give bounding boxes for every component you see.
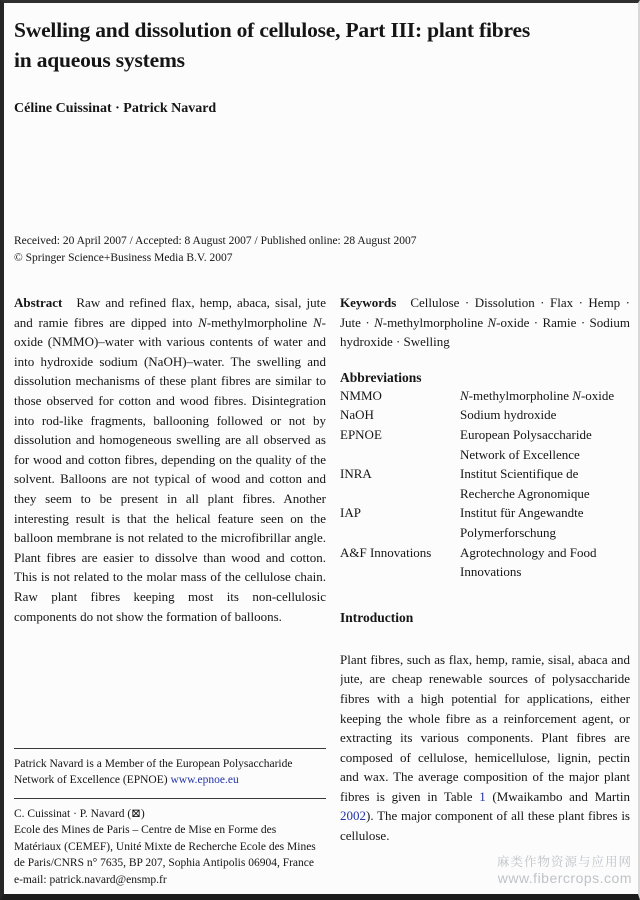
text-run: Cellulose · Dissolution · Flax · Hemp · Jute · bbox=[340, 295, 630, 330]
left-column bbox=[14, 293, 326, 893]
text-run: -oxide bbox=[580, 387, 615, 403]
abbreviation-term: IAP bbox=[340, 505, 361, 521]
abbreviation-definition bbox=[460, 425, 630, 464]
abbreviation-term: NMMO bbox=[340, 387, 382, 403]
abbreviation-definition bbox=[460, 386, 630, 406]
text-run: Raw and refined flax, hemp, abaca, sisal, jute and ramie fibres are dipped into bbox=[14, 295, 326, 330]
email-line: e-mail: patrick.navard@ensmp.fr bbox=[14, 873, 167, 886]
text-run: N bbox=[487, 314, 497, 330]
abstract-paragraph bbox=[14, 293, 326, 626]
abbreviation-term: EPNOE bbox=[340, 426, 382, 442]
text-run: N bbox=[198, 314, 207, 330]
watermark-line-cn: 麻类作物资源与应用网 bbox=[496, 855, 632, 869]
text-run: -methylmorpholine bbox=[206, 314, 313, 330]
text-run: Agrotechnology and Food Innovations bbox=[460, 544, 597, 580]
keywords-paragraph bbox=[340, 293, 630, 352]
abbreviation-term: INRA bbox=[340, 466, 372, 482]
inline-link[interactable]: 2002 bbox=[340, 808, 366, 824]
text-run: (Mwaikambo and Martin bbox=[485, 788, 630, 804]
page-title bbox=[14, 15, 630, 75]
abbreviations-heading: Abbreviations bbox=[340, 369, 422, 385]
footnote-divider bbox=[14, 798, 326, 799]
authors-line: Céline Cuissinat · Patrick Navard bbox=[14, 101, 217, 116]
abbreviation-definition bbox=[460, 405, 630, 425]
abbreviation-term: A&F Innovations bbox=[340, 544, 432, 560]
title-line-1: Swelling and dissolution of cellulose, Part III: plant fibres bbox=[14, 18, 531, 42]
text-run: Institut für Angewandte Polymerforschung bbox=[460, 505, 584, 540]
text-run: Abstract bbox=[14, 295, 63, 310]
text-run: N bbox=[312, 314, 322, 330]
footnote-block bbox=[14, 748, 326, 894]
text-run: ). The major component of all these plant fibres is cellulose. bbox=[340, 808, 630, 844]
text-run: Keywords bbox=[340, 295, 397, 310]
title-line-2: in aqueous systems bbox=[14, 48, 185, 72]
text-run: N bbox=[374, 314, 383, 330]
text-run: Plant fibres, such as flax, hemp, ramie, sisal, abaca and jute, are cheap renewable sources of polysaccharide fibres with a high potential for applications, either keeping the whole fibre as a reinforcement agent, or extracting its various components. Plant fibres are composed of cellulose, hemicellulose, lignin, pectin and wax. The average composition of the major plant fibres is given in Table bbox=[340, 651, 630, 804]
text-run: European Polysaccharide Network of Excellence bbox=[460, 426, 592, 462]
abbreviation-definition bbox=[460, 503, 630, 542]
two-column-body bbox=[14, 293, 630, 893]
right-column bbox=[340, 293, 630, 893]
text-run: Patrick Navard is a Member of the European Polysaccharide Network of Excellence (EPNOE) bbox=[14, 757, 293, 786]
inline-link[interactable]: www.epnoe.eu bbox=[170, 774, 239, 786]
introduction-paragraph bbox=[340, 650, 630, 846]
abbreviation-definition bbox=[460, 464, 630, 503]
author-address: Ecole des Mines de Paris – Centre de Mise en Forme des Matériaux (CEMEF), Unité Mixte de Recherche Ecole des Mines de Paris/CNRS n° 7635, BP 207, Sophia Antipolis 06904, France bbox=[14, 824, 316, 869]
text-run: Sodium hydroxide bbox=[460, 407, 557, 423]
abbreviation-row bbox=[340, 464, 630, 503]
abbreviation-term: NaOH bbox=[340, 407, 374, 423]
text-run: Institut Scientifique de Recherche Agronomique bbox=[460, 466, 590, 501]
abbreviation-row bbox=[340, 503, 630, 542]
text-run: N bbox=[460, 387, 469, 403]
abbreviation-definition bbox=[460, 543, 630, 582]
footnote-divider bbox=[14, 748, 326, 749]
text-run: -oxide (NMMO)–water with various contents of water and into hydroxide sodium (NaOH)–water. The swelling and dissolution mechanisms of these plant fibres are similar to those observed for cotton and wood fibres. Disintegration into rod-like fragments, ballooning followed or not by dissolution and homogeneous swelling are all observed as for wood and cotton fibres, depending on the quality of the solvent. Balloons are not typical of wood and cotton and they seem to be present in all plant fibres. Another interesting result is that the helical feature seen on the balloon membrane is not related to the microfibrillar angle. Plant fibres are easier to dissolve than wood and cotton. This is not related to the molar mass of the cellulose chain. Raw plant fibres keeping most its non-cellulosic components do not show the formation of balloons. bbox=[14, 314, 326, 624]
abbreviation-row bbox=[340, 543, 630, 582]
inline-link[interactable]: 1 bbox=[479, 788, 486, 804]
publication-history bbox=[14, 233, 630, 267]
abbreviation-row bbox=[340, 405, 630, 425]
introduction-heading: Introduction bbox=[340, 609, 414, 625]
text-run: -methylmorpholine bbox=[468, 387, 573, 403]
text-run: -oxide · Ramie · Sodium hydroxide · Swelling bbox=[340, 314, 630, 350]
abbreviation-row bbox=[340, 386, 630, 406]
watermark-line-url: www.fibercrops.com bbox=[497, 870, 632, 886]
text-run: -methylmorpholine bbox=[382, 314, 488, 330]
copyright-line: © Springer Science+Business Media B.V. 2007 bbox=[14, 252, 233, 264]
epnoe-note bbox=[14, 756, 326, 789]
text-run: N bbox=[572, 387, 581, 403]
received-line: Received: 20 April 2007 / Accepted: 8 August 2007 / Published online: 28 August 2007 bbox=[14, 235, 417, 247]
corresponding-authors-line: C. Cuissinat · P. Navard (⊠) bbox=[14, 807, 145, 820]
abbreviations-section bbox=[340, 370, 630, 582]
abbreviation-row bbox=[340, 425, 630, 464]
